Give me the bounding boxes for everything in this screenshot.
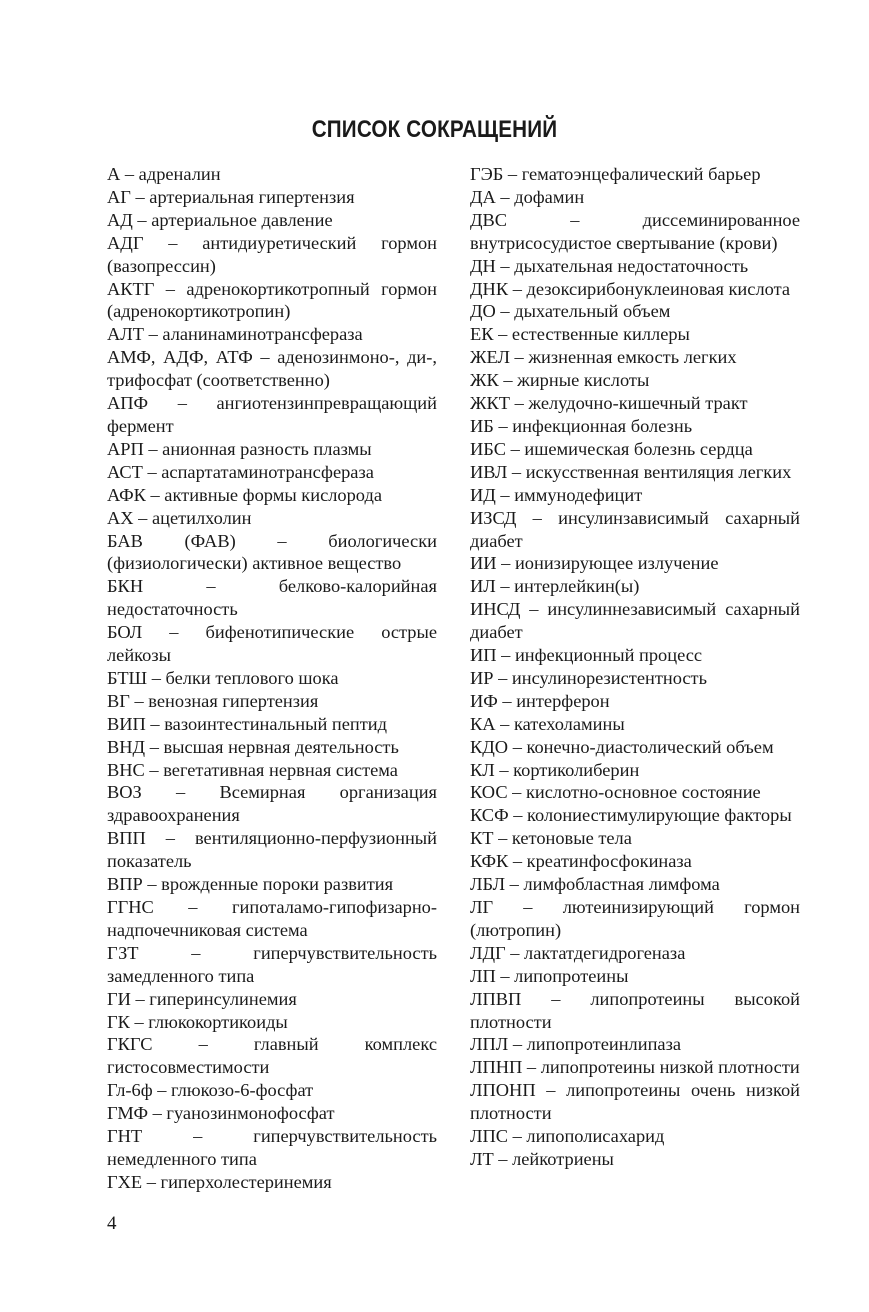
abbreviation-entry: ИВЛ – искусственная вентиляция легких [470,461,792,482]
abbreviation-entry: ЖКТ – желудочно-кишечный тракт [470,393,748,414]
abbreviation-entry: АЛТ – аланинаминотрансфераза [107,324,363,345]
abbreviation-entry: ИР – инсулинорезистентность [470,667,707,688]
abbreviation-entry: ИЗСД – инсулинзависимый сахарный диабет [470,507,800,551]
abbreviation-entry: АРП – анионная разность плазмы [107,438,372,459]
abbreviation-entry: БАВ (ФАВ) – биологически (физиологически) активное вещество [107,530,437,574]
abbreviation-entry: ИД – иммунодефицит [470,484,643,505]
abbreviation-entry: ЛДГ – лактатдегидрогеназа [470,942,686,963]
abbreviation-entry: БТШ – белки теплового шока [107,667,339,688]
abbreviation-entry: ИБС – ишемическая болезнь сердца [470,438,753,459]
abbreviation-entry: ЛБЛ – лимфобластная лимфома [470,874,720,895]
abbreviation-entry: ДВС – диссеминированное внутрисосудистое свертывание (крови) [470,209,800,253]
abbreviation-entry: ВИП – вазоинтестинальный пептид [107,713,388,734]
abbreviation-entry: ГНТ – гиперчувствительность немедленного типа [107,1126,437,1169]
abbreviation-entry: ВОЗ – Всемирная организация здравоохранения [107,782,437,826]
abbreviation-entry: АСТ – аспартатаминотрансфераза [107,461,374,482]
abbreviation-entry: ДН – дыхательная недостаточность [470,255,749,276]
abbreviation-entry: ВПП – вентиляционно-перфузионный показатель [107,828,437,872]
abbreviation-entry: БКН – белково-калорийная недостаточность [107,576,437,620]
abbreviation-entry: ДА – дофамин [470,186,585,207]
abbreviation-entry: АКТГ – адренокортикотропный гормон (адренокортикотропин) [107,278,437,322]
abbreviation-entry: ВНД – высшая нервная деятельность [107,736,399,757]
abbreviation-entry: ЛПС – липополисахарид [470,1126,665,1147]
abbreviation-entry: ИФ – интерферон [470,690,610,711]
abbreviation-entry: КСФ – колониестимулирующие факторы [470,805,792,826]
abbreviation-entry: ЛГ – лютеинизирующий гормон (лютропин) [470,897,800,940]
abbreviation-entry: ГКГС – главный комплекс гистосовместимости [107,1034,437,1078]
abbreviation-entry: АМФ, АДФ, АТФ – аденозинмоно-, ди-, трифосфат (соответственно) [107,347,437,391]
abbreviation-entry: КЛ – кортиколиберин [470,759,640,780]
abbreviation-entry: КДО – конечно-диастолический объем [470,736,774,757]
page-title: СПИСОК СОКРАЩЕНИЙ [311,116,558,144]
abbreviation-entry: ЛПНП – липопротеины низкой плотности [470,1057,800,1078]
abbreviation-entry: ДНК – дезоксирибонуклеиновая кислота [470,278,790,299]
abbreviation-entry: ГИ – гиперинсулинемия [107,988,297,1009]
abbreviation-entry: ИНСД – инсулиннезависимый сахарный диабет [470,599,800,643]
abbreviation-entry: ЛПВП – липопротеины высокой плотности [470,988,800,1032]
abbreviation-entry: ГХЕ – гиперхолестеринемия [107,1171,332,1192]
abbreviation-entry: КОС – кислотно-основное состояние [470,782,761,803]
abbreviation-entry: ВГ – венозная гипертензия [107,690,319,711]
abbreviation-entry: ЛТ – лейкотриены [470,1148,614,1169]
abbreviation-entry: КФК – креатинфосфокиназа [470,851,692,872]
abbreviation-entry: ЛПЛ – липопротеинлипаза [470,1034,681,1055]
abbreviation-entry: ИИ – ионизирующее излучение [470,553,719,574]
abbreviation-entry: ИЛ – интерлейкин(ы) [470,576,640,597]
abbreviation-entry: ГГНС – гипоталамо-гипофизарно-надпочечниковая система [107,897,437,940]
abbreviations-column-left [107,163,437,1194]
abbreviation-entry: ВНС – вегетативная нервная система [107,759,398,780]
abbreviation-entry: АД – артериальное давление [107,209,333,230]
abbreviation-entry: ГК – глюкокортикоиды [107,1011,288,1032]
abbreviation-entry: ЖЕЛ – жизненная емкость легких [470,347,737,368]
abbreviation-entry: ДО – дыхательный объем [470,301,671,322]
abbreviations-column-right [470,163,800,1171]
abbreviation-entry: А – адреналин [107,164,221,184]
abbreviation-entry: БОЛ – бифенотипические острые лейкозы [107,622,437,666]
abbreviation-entry: КА – катехоламины [470,713,625,734]
abbreviation-entry: ВПР – врожденные пороки развития [107,874,394,895]
abbreviation-entry: ЛПОНП – липопротеины очень низкой плотности [470,1080,800,1124]
abbreviation-entry: ГМФ – гуанозинмонофосфат [107,1103,335,1124]
abbreviation-entry: ГЗТ – гиперчувствительность замедленного типа [107,942,437,986]
abbreviation-entry: АХ – ацетилхолин [107,507,252,528]
abbreviation-entry: Гл-6ф – глюкозо-6-фосфат [107,1080,314,1101]
abbreviation-entry: ЖК – жирные кислоты [470,370,650,391]
abbreviation-entry: ЛП – липопротеины [470,965,629,986]
abbreviation-entry: КТ – кетоновые тела [470,828,632,849]
abbreviation-entry: ЕК – естественные киллеры [470,324,690,345]
abbreviation-entry: АФК – активные формы кислорода [107,484,382,505]
abbreviation-entry: ИП – инфекционный процесс [470,645,703,666]
abbreviation-entry: ИБ – инфекционная болезнь [470,415,693,436]
abbreviation-entry: АПФ – ангиотензинпревращающий фермент [107,393,437,436]
abbreviation-entry: АДГ – антидиуретический гормон (вазопрессин) [107,232,437,276]
abbreviation-entry: АГ – артериальная гипертензия [107,186,355,207]
abbreviation-entry: ГЭБ – гематоэнцефалический барьер [470,164,761,184]
page-number: 4 [107,1213,117,1234]
